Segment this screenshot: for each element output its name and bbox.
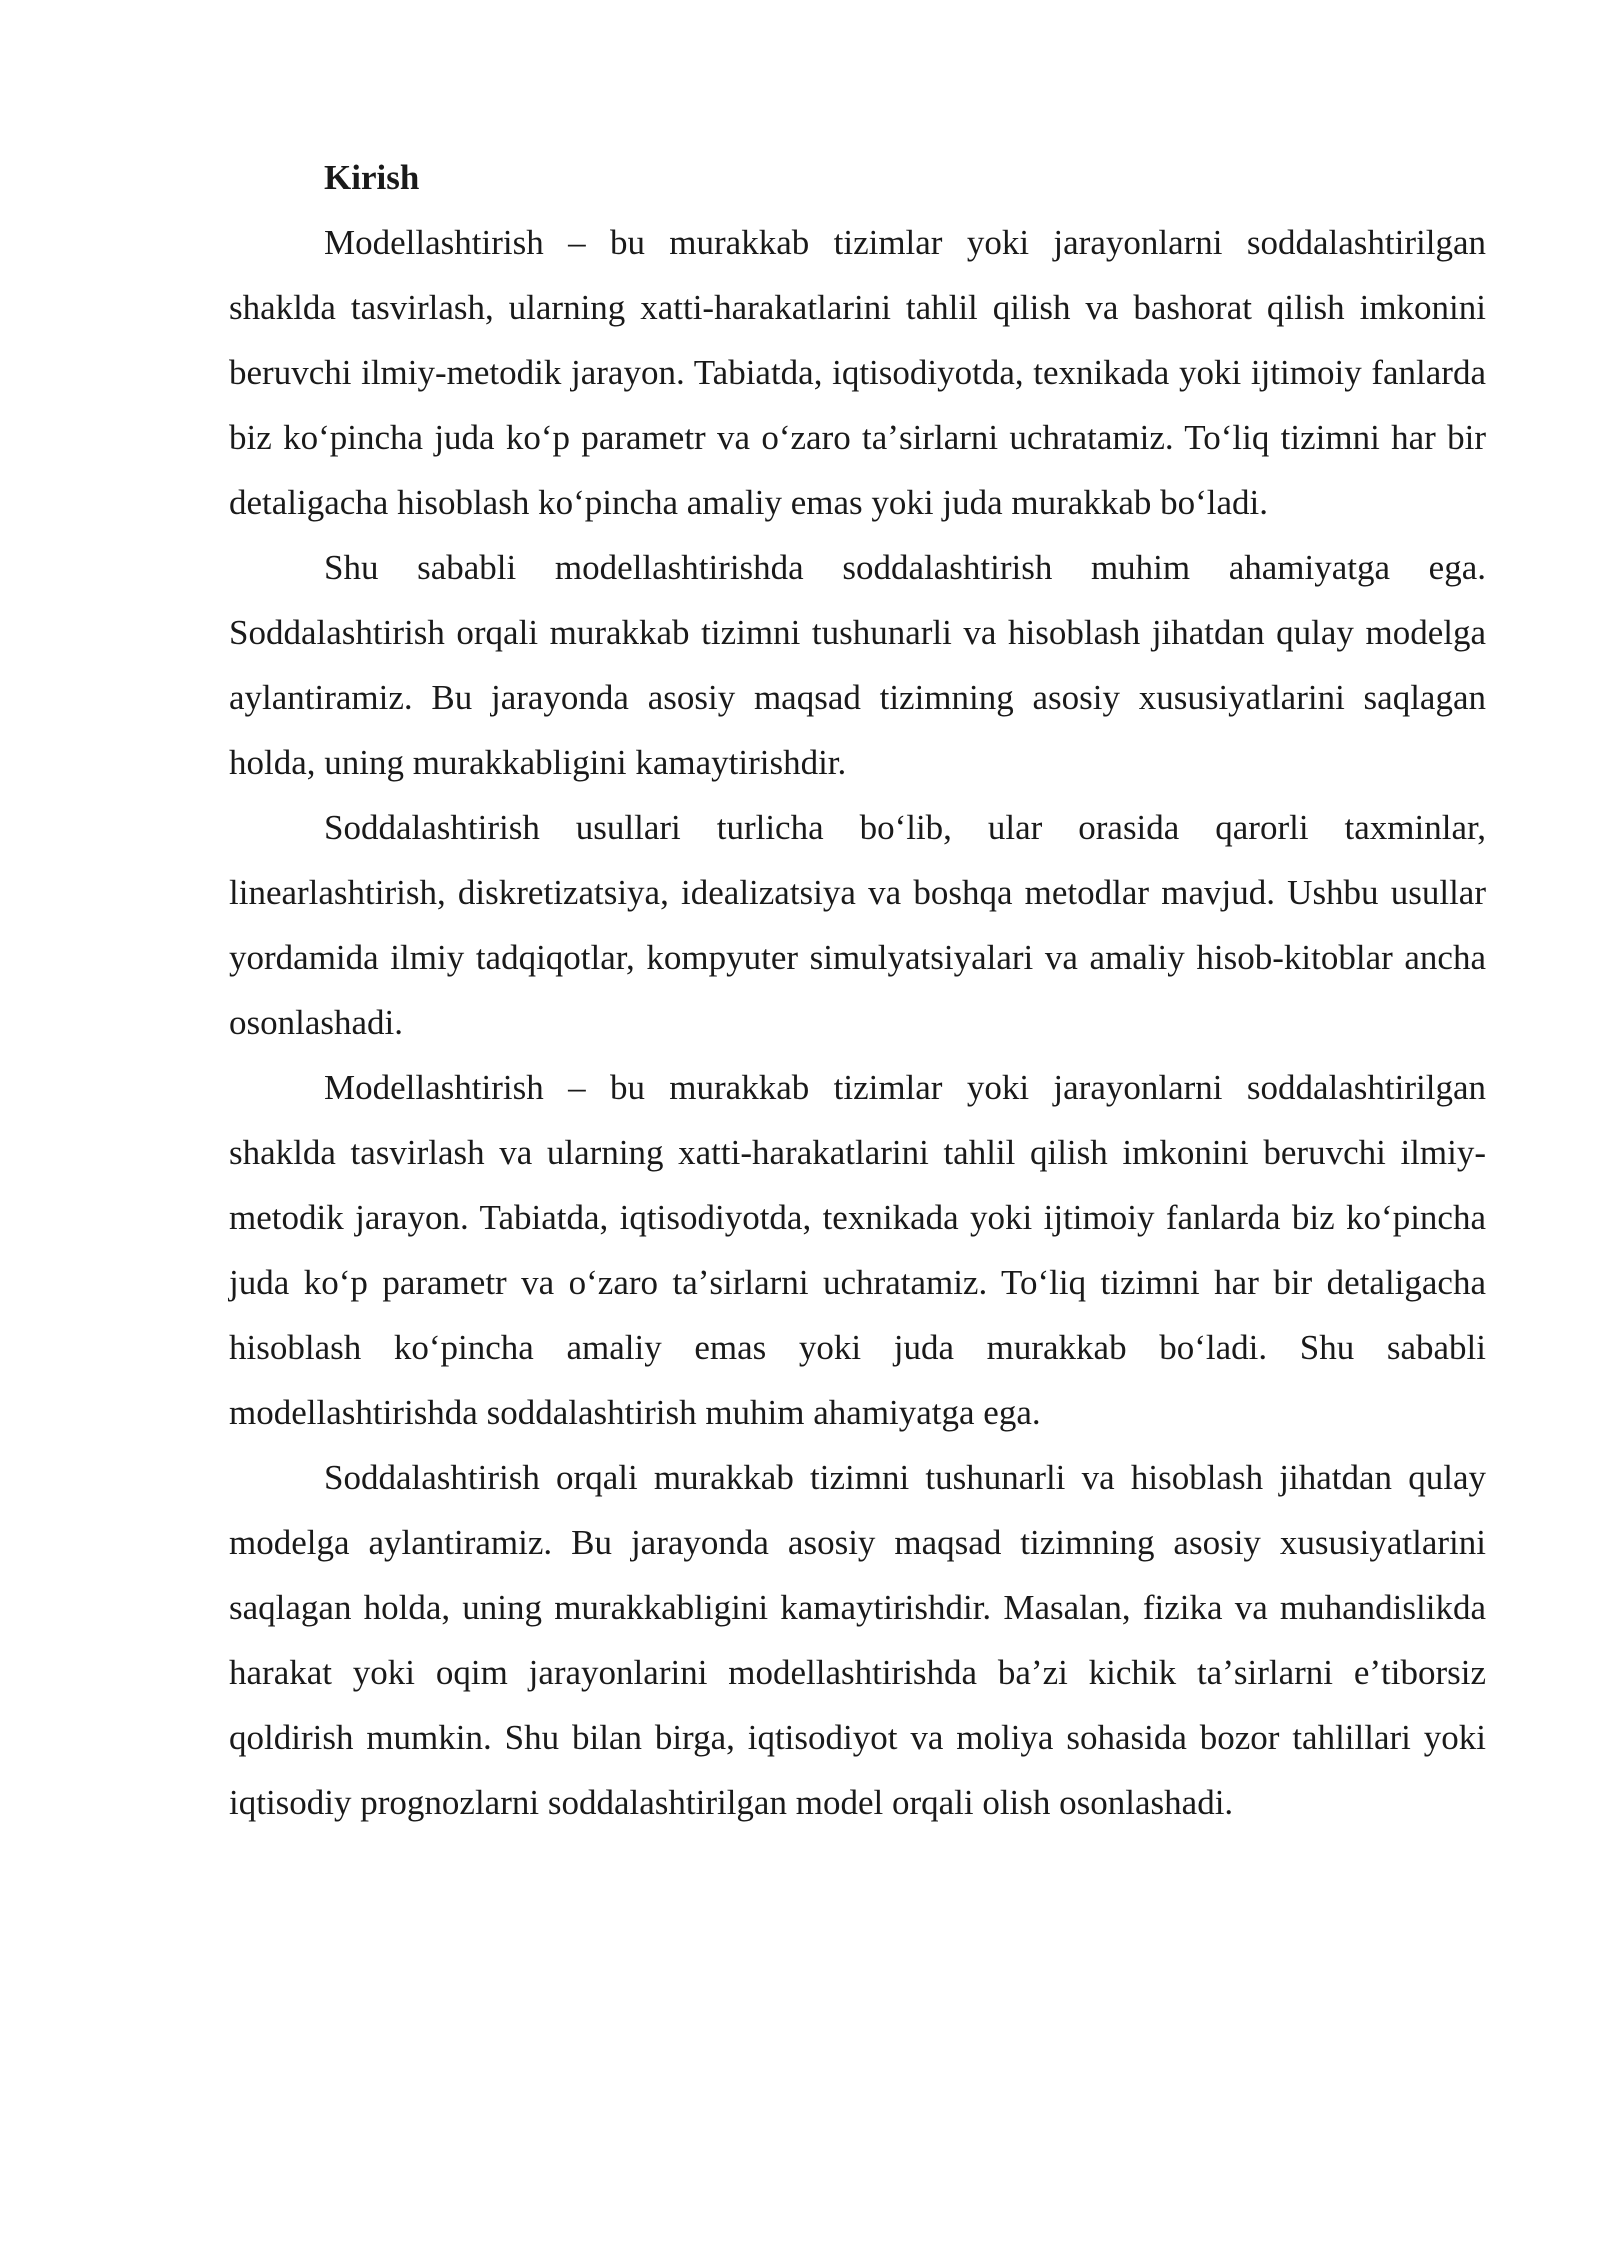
paragraph-5: Soddalashtirish orqali murakkab tizimni tushunarli va hisoblash jihatdan qulay modelga aylantiramiz. Bu jarayonda asosiy maqsad tizimning asosiy xususiyatlarini saqlagan holda, uning murakkabligini kamaytirishdir. Masalan, fizika va muhandislikda harakat yoki oqim jarayonlarini modellashtirishda baʼzi kichik taʼsirlarni eʼtiborsiz qoldirish mumkin. Shu bilan birga, iqtisodiyot va moliya sohasida bozor tahlillari yoki iqtisodiy prognozlarni soddalashtirilgan model orqali olish osonlashadi.: [229, 1458, 1486, 1822]
section-heading: Kirish: [324, 158, 420, 197]
document-body: [229, 145, 1486, 1835]
paragraph-2: Shu sababli modellashtirishda soddalashtirish muhim ahamiyatga ega. Soddalashtirish orqali murakkab tizimni tushunarli va hisoblash jihatdan qulay modelga aylantiramiz. Bu jarayonda asosiy maqsad tizimning asosiy xususiyatlarini saqlagan holda, uning murakkabligini kamaytirishdir.: [229, 548, 1486, 782]
paragraph-4: Modellashtirish – bu murakkab tizimlar yoki jarayonlarni soddalashtirilgan shaklda tasvirlash va ularning xatti-harakatlarini tahlil qilish imkonini beruvchi ilmiy-metodik jarayon. Tabiatda, iqtisodiyotda, texnikada yoki ijtimoiy fanlarda biz koʻpincha juda koʻp parametr va oʻzaro taʼsirlarni uchratamiz. Toʻliq tizimni har bir detaligacha hisoblash koʻpincha amaliy emas yoki juda murakkab boʻladi. Shu sababli modellashtirishda soddalashtirish muhim ahamiyatga ega.: [229, 1068, 1486, 1432]
paragraph-3: Soddalashtirish usullari turlicha boʻlib, ular orasida qarorli taxminlar, linearlashtirish, diskretizatsiya, idealizatsiya va boshqa metodlar mavjud. Ushbu usullar yordamida ilmiy tadqiqotlar, kompyuter simulyatsiyalari va amaliy hisob-kitoblar ancha osonlashadi.: [229, 808, 1486, 1042]
paragraph-1: Modellashtirish – bu murakkab tizimlar yoki jarayonlarni soddalashtirilgan shaklda tasvirlash, ularning xatti-harakatlarini tahlil qilish va bashorat qilish imkonini beruvchi ilmiy-metodik jarayon. Tabiatda, iqtisodiyotda, texnikada yoki ijtimoiy fanlarda biz koʻpincha juda koʻp parametr va oʻzaro taʼsirlarni uchratamiz. Toʻliq tizimni har bir detaligacha hisoblash koʻpincha amaliy emas yoki juda murakkab boʻladi.: [229, 223, 1486, 522]
